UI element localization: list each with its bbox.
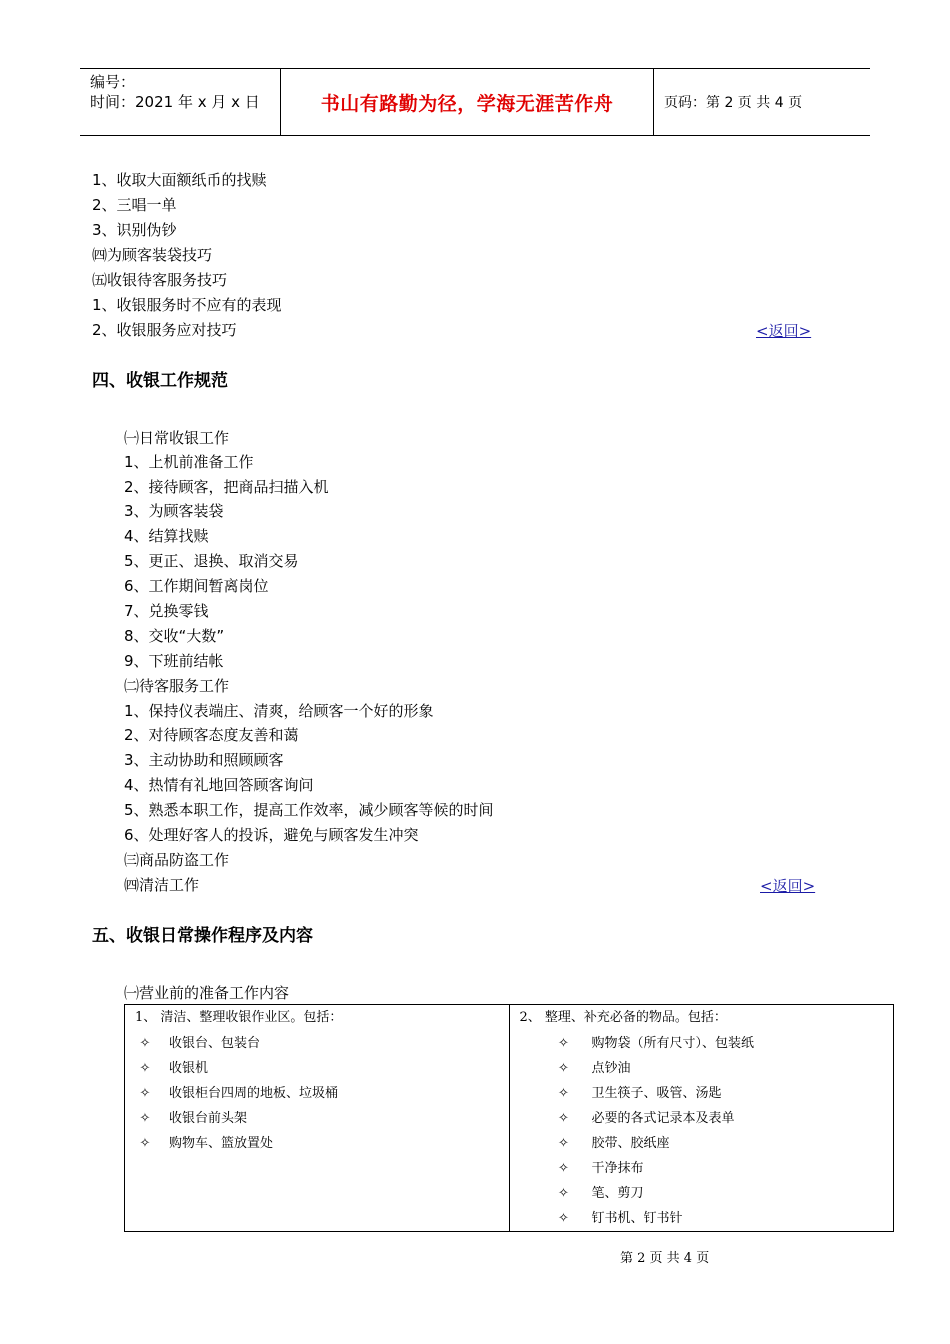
list-item: 3、主动协助和照顾顾客 <box>124 751 284 769</box>
supplies-cell <box>509 1005 894 1232</box>
bullet-item <box>125 1131 509 1156</box>
diamond-icon: ✧ <box>558 1186 569 1201</box>
number-label: 编号： <box>90 73 136 91</box>
preparation-table <box>124 1004 894 1232</box>
list-item: ㈣为顾客装袋技巧 <box>92 246 213 264</box>
cell-title: 1、 清洁、整理收银作业区。包括： <box>135 1010 343 1025</box>
list-item: 2、接待顾客，把商品扫描入机 <box>124 478 329 496</box>
list-item: 8、交收“大数” <box>124 627 225 645</box>
diamond-icon: ✧ <box>139 1086 151 1101</box>
diamond-icon: ✧ <box>558 1086 569 1101</box>
bullet-text: 收银台前头架 <box>169 1111 248 1126</box>
return-link[interactable]: <返回> <box>760 877 816 895</box>
bullet-item <box>125 1031 509 1056</box>
bullet-item <box>510 1106 894 1131</box>
diamond-icon: ✧ <box>139 1111 151 1126</box>
diamond-icon: ✧ <box>139 1061 151 1076</box>
time-label: 时间：2021 年 x 月 x 日 <box>90 93 260 111</box>
header-meta <box>80 69 281 135</box>
diamond-icon: ✧ <box>558 1161 569 1176</box>
diamond-icon: ✧ <box>139 1136 151 1151</box>
bullet-text: 笔、剪刀 <box>591 1186 644 1201</box>
diamond-icon: ✧ <box>558 1111 569 1126</box>
list-item: 1、收银服务时不应有的表现 <box>92 296 282 314</box>
header-page-info: 页码：第 2 页 共 4 页 <box>664 95 803 111</box>
list-item: ㈡待客服务工作 <box>124 677 230 695</box>
list-item: 5、熟悉本职工作，提高工作效率，减少顾客等候的时间 <box>124 801 494 819</box>
bullet-text: 购物袋（所有尺寸）、包装纸 <box>591 1036 755 1051</box>
list-item: 2、三唱一单 <box>92 196 177 214</box>
section-heading: 五、收银日常操作程序及内容 <box>92 926 313 946</box>
diamond-icon: ✧ <box>558 1036 569 1051</box>
list-item: 2、收银服务应对技巧 <box>92 321 237 339</box>
diamond-icon: ✧ <box>558 1061 569 1076</box>
list-item: 6、处理好客人的投诉，避免与顾客发生冲突 <box>124 826 419 844</box>
list-item: 9、下班前结帐 <box>124 652 224 670</box>
bullet-text: 收银机 <box>169 1061 209 1076</box>
list-item: 2、对待顾客态度友善和蔼 <box>124 726 299 744</box>
list-item: 3、识别伪钞 <box>92 221 177 239</box>
bullet-item <box>510 1156 894 1181</box>
cell-title: 2、 整理、补充必备的物品。包括： <box>519 1010 727 1025</box>
motto-text: 书山有路勤为径，学海无涯苦作舟 <box>320 92 614 115</box>
list-item: 1、收取大面额纸币的找赎 <box>92 171 267 189</box>
document-header <box>80 68 870 136</box>
list-item: 4、结算找赎 <box>124 527 209 545</box>
return-link[interactable]: <返回> <box>756 322 812 340</box>
cleaning-cell <box>125 1005 510 1232</box>
list-item: ㈠日常收银工作 <box>124 429 230 447</box>
bullet-item <box>125 1056 509 1081</box>
list-item: ㈢商品防盗工作 <box>124 851 230 869</box>
bullet-text: 收银台、包装台 <box>169 1036 261 1051</box>
bullet-item <box>510 1031 894 1056</box>
bullet-item <box>125 1106 509 1131</box>
section-heading: 四、收银工作规范 <box>92 371 228 391</box>
bullet-item <box>510 1131 894 1156</box>
bullet-text: 必要的各式记录本及表单 <box>591 1111 735 1126</box>
diamond-icon: ✧ <box>558 1136 569 1151</box>
bullet-text: 胶带、胶纸座 <box>591 1136 670 1151</box>
bullet-text: 收银柜台四周的地板、垃圾桶 <box>169 1086 339 1101</box>
diamond-icon: ✧ <box>558 1211 569 1226</box>
list-item: ㈤收银待客服务技巧 <box>92 271 228 289</box>
header-motto-cell <box>281 69 654 135</box>
page-footer: 第 2 页 共 4 页 <box>620 1251 710 1266</box>
list-item: 6、工作期间暂离岗位 <box>124 577 269 595</box>
bullet-item <box>510 1056 894 1081</box>
list-item: 4、热情有礼地回答顾客询问 <box>124 776 314 794</box>
subsection-title: ㈠营业前的准备工作内容 <box>124 984 290 1002</box>
list-item: 7、兑换零钱 <box>124 602 209 620</box>
diamond-icon: ✧ <box>139 1036 151 1051</box>
bullet-item <box>510 1206 894 1231</box>
bullet-item <box>510 1181 894 1206</box>
bullet-text: 钉书机、钉书针 <box>591 1211 683 1226</box>
bullet-text: 点钞油 <box>591 1061 631 1076</box>
list-item: 3、为顾客装袋 <box>124 502 224 520</box>
list-item: 1、保持仪表端庄、清爽，给顾客一个好的形象 <box>124 702 434 720</box>
bullet-text: 干净抹布 <box>591 1161 644 1176</box>
bullet-item <box>510 1081 894 1106</box>
bullet-text: 卫生筷子、吸管、汤匙 <box>591 1086 722 1101</box>
list-item: 1、上机前准备工作 <box>124 453 254 471</box>
bullet-item <box>125 1081 509 1106</box>
list-item: ㈣清洁工作 <box>124 876 200 894</box>
bullet-text: 购物车、篮放置处 <box>169 1136 274 1151</box>
list-item: 5、更正、退换、取消交易 <box>124 552 299 570</box>
